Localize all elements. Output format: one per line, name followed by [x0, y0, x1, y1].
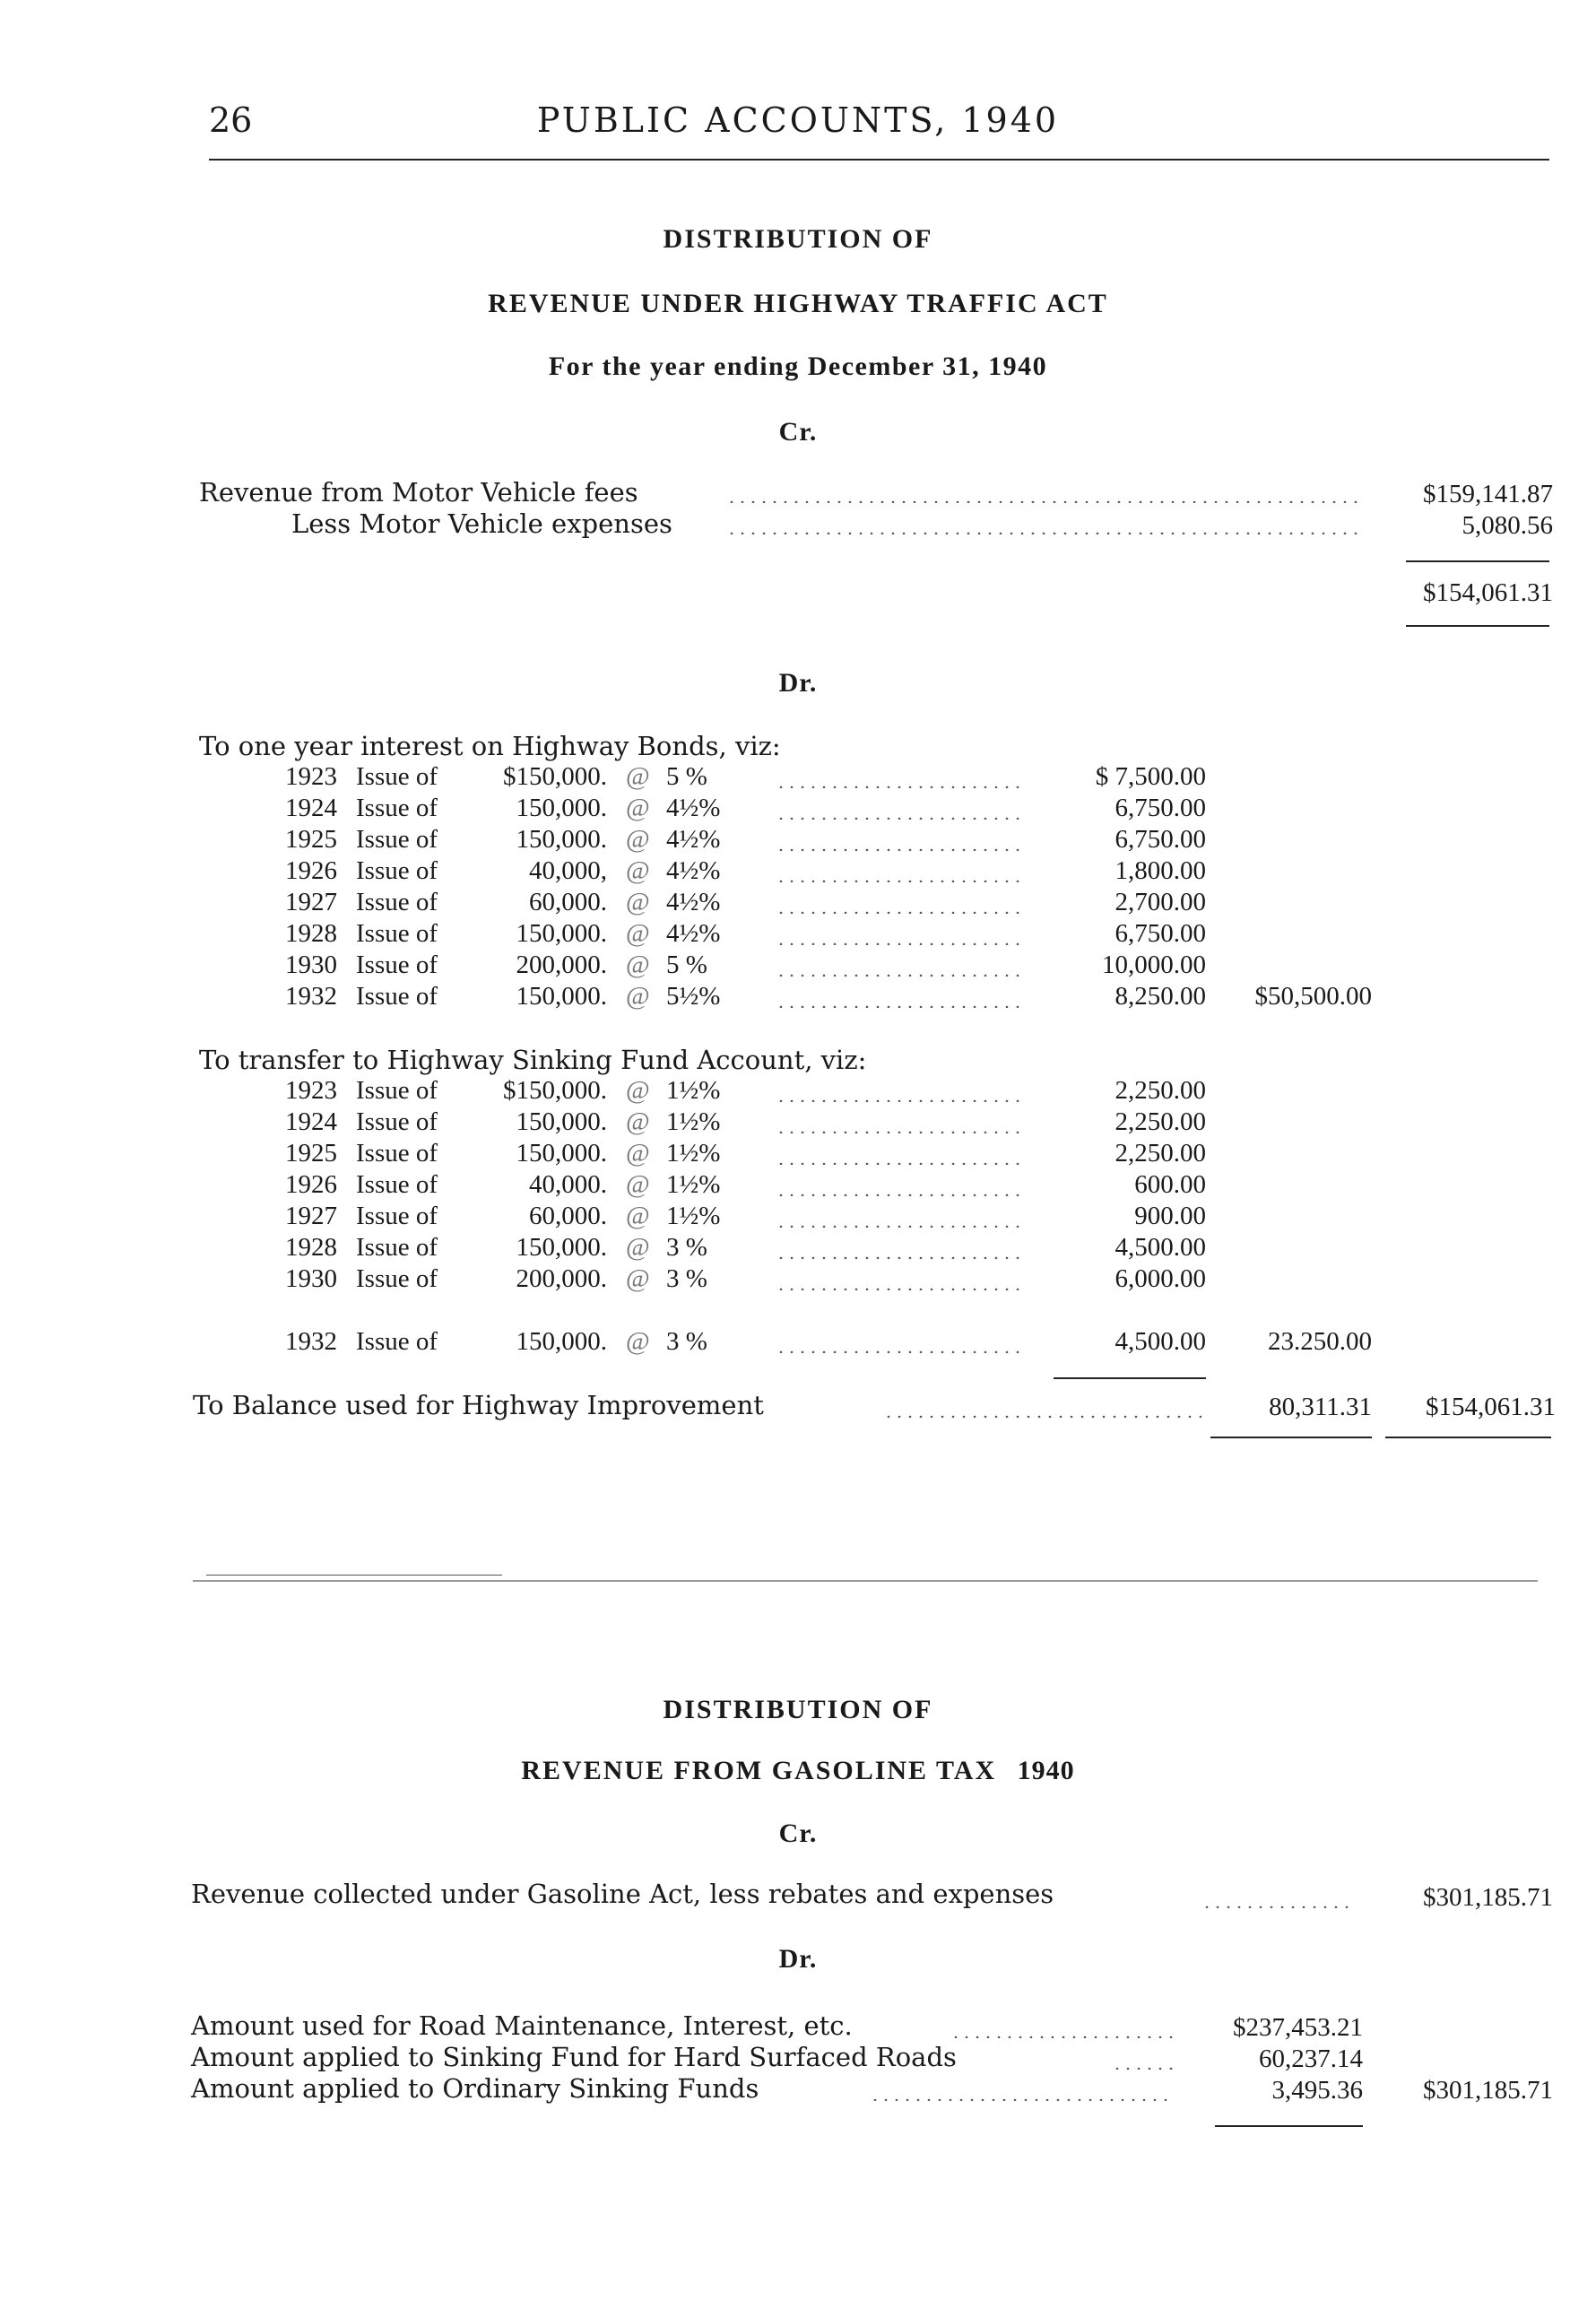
- row-year: 1924: [285, 1107, 337, 1136]
- row-rate: 1½%: [666, 1139, 721, 1168]
- row-rate: 4½%: [666, 888, 721, 916]
- gasoline-cr-amount: $301,185.71: [1423, 1883, 1553, 1912]
- gasoline-dr-line-hard-surfaced: Amount applied to Sinking Fund for Hard Surfaced Roads: [191, 2042, 957, 2072]
- gasoline-dr-amount-hard-surfaced: 60,237.14: [1259, 2045, 1363, 2073]
- row-rate: 3 %: [666, 1327, 707, 1356]
- subtotal-rule: [1054, 1377, 1206, 1379]
- balance-label: To Balance used for Highway Improvement: [193, 1390, 764, 1420]
- row-amount: 6,000.00: [1115, 1264, 1206, 1293]
- row-year: 1928: [285, 1233, 337, 1262]
- row-rate: 1½%: [666, 1107, 721, 1136]
- row-rate: 3 %: [666, 1264, 707, 1293]
- sinking-heading: To transfer to Highway Sinking Fund Account, viz:: [199, 1045, 867, 1075]
- row-issue: Issue of: [356, 1202, 438, 1230]
- row-principal: 150,000.: [516, 1139, 607, 1168]
- row-issue: Issue of: [356, 888, 438, 916]
- row-principal: 200,000.: [516, 1264, 607, 1293]
- row-issue: Issue of: [356, 1107, 438, 1136]
- row-amount: 2,250.00: [1115, 1076, 1206, 1105]
- row-rate: 3 %: [666, 1233, 707, 1262]
- row-at: @: [626, 888, 650, 916]
- row-at: @: [626, 1233, 650, 1262]
- leader-dots: [776, 1288, 1027, 1290]
- total-rule: [1210, 1437, 1372, 1438]
- highway-cr-amount-fees: $159,141.87: [1423, 480, 1553, 508]
- highway-cr-total: $154,061.31: [1423, 578, 1553, 607]
- interest-total: $50,500.00: [1254, 982, 1372, 1011]
- row-rate: 5 %: [666, 951, 707, 979]
- row-at: @: [626, 1327, 650, 1356]
- gasoline-total: $301,185.71: [1423, 2076, 1553, 2105]
- row-principal: 150,000.: [516, 794, 607, 822]
- row-amount: 900.00: [1134, 1202, 1206, 1230]
- leader-dots: [776, 1099, 1027, 1102]
- row-amount: $ 7,500.00: [1095, 762, 1206, 791]
- row-year: 1927: [285, 888, 337, 916]
- row-rate: 1½%: [666, 1202, 721, 1230]
- row-principal: 200,000.: [516, 951, 607, 979]
- row-year: 1925: [285, 1139, 337, 1168]
- gasoline-dr-line-maintenance: Amount used for Road Maintenance, Interest, etc.: [191, 2010, 853, 2041]
- highway-heading-revenue: REVENUE UNDER HIGHWAY TRAFFIC ACT: [488, 289, 1108, 318]
- row-at: @: [626, 825, 650, 854]
- leader-dots: [776, 1225, 1027, 1228]
- leader-dots: [776, 848, 1027, 851]
- row-principal: 60,000.: [529, 888, 607, 916]
- row-at: @: [626, 1076, 650, 1105]
- leader-dots: [726, 532, 1363, 534]
- row-amount: 600.00: [1134, 1170, 1206, 1199]
- row-issue: Issue of: [356, 919, 438, 948]
- row-amount: 10,000.00: [1102, 951, 1206, 979]
- leader-dots: [776, 942, 1027, 945]
- row-principal: 150,000.: [516, 1327, 607, 1356]
- row-amount: 8,250.00: [1115, 982, 1206, 1011]
- highway-heading-period: For the year ending December 31, 1940: [548, 352, 1048, 381]
- row-at: @: [626, 919, 650, 948]
- gasoline-cr-label: Cr.: [778, 1819, 818, 1848]
- sinking-total: 23.250.00: [1268, 1327, 1372, 1356]
- leader-dots: [870, 2098, 1175, 2101]
- row-rate: 1½%: [666, 1076, 721, 1105]
- balance-amount: 80,311.31: [1269, 1393, 1372, 1421]
- row-issue: Issue of: [356, 825, 438, 854]
- page-number: 26: [209, 100, 253, 140]
- row-at: @: [626, 1264, 650, 1293]
- row-principal: 40,000.: [529, 1170, 607, 1199]
- row-at: @: [626, 762, 650, 791]
- leader-dots: [1112, 2067, 1175, 2070]
- section-divider: [193, 1580, 1538, 1582]
- row-rate: 4½%: [666, 856, 721, 885]
- row-amount: 1,800.00: [1115, 856, 1206, 885]
- row-principal: $150,000.: [503, 762, 607, 791]
- gasoline-dr-line-ordinary: Amount applied to Ordinary Sinking Funds: [191, 2073, 759, 2104]
- leader-dots: [950, 2036, 1175, 2038]
- row-at: @: [626, 1202, 650, 1230]
- row-principal: 150,000.: [516, 1233, 607, 1262]
- leader-dots: [776, 880, 1027, 882]
- row-rate: 1½%: [666, 1170, 721, 1199]
- row-rate: 5½%: [666, 982, 721, 1011]
- row-amount: 6,750.00: [1115, 825, 1206, 854]
- row-year: 1926: [285, 1170, 337, 1199]
- row-amount: 2,700.00: [1115, 888, 1206, 916]
- row-at: @: [626, 1107, 650, 1136]
- row-year: 1932: [285, 1327, 337, 1356]
- highway-cr-line-fees: Revenue from Motor Vehicle fees: [199, 477, 638, 508]
- gasoline-dr-label: Dr.: [778, 1944, 818, 1974]
- gasoline-cr-line: Revenue collected under Gasoline Act, less rebates and expenses: [191, 1879, 1054, 1909]
- leader-dots: [726, 500, 1363, 503]
- gasoline-heading-revenue: [0, 1756, 1596, 1786]
- row-issue: Issue of: [356, 951, 438, 979]
- page-title: PUBLIC ACCOUNTS, 1940: [536, 100, 1060, 140]
- row-issue: Issue of: [356, 1233, 438, 1262]
- leader-dots: [776, 1350, 1027, 1353]
- leader-dots: [776, 817, 1027, 820]
- row-at: @: [626, 856, 650, 885]
- row-year: 1928: [285, 919, 337, 948]
- row-year: 1927: [285, 1202, 337, 1230]
- row-rate: 5 %: [666, 762, 707, 791]
- leader-dots: [776, 1162, 1027, 1165]
- highway-heading-distribution: DISTRIBUTION OF: [663, 224, 933, 254]
- row-year: 1923: [285, 762, 337, 791]
- total-rule: [1406, 625, 1549, 627]
- header-rule: [209, 159, 1549, 161]
- row-year: 1930: [285, 951, 337, 979]
- row-principal: 60,000.: [529, 1202, 607, 1230]
- highway-cr-amount-expenses: 5,080.56: [1462, 511, 1553, 540]
- leader-dots: [776, 786, 1027, 788]
- gasoline-heading-title: REVENUE FROM GASOLINE TAX: [521, 1756, 997, 1785]
- row-at: @: [626, 982, 650, 1011]
- row-year: 1924: [285, 794, 337, 822]
- row-at: @: [626, 794, 650, 822]
- row-at: @: [626, 1170, 650, 1199]
- row-principal: 150,000.: [516, 919, 607, 948]
- row-at: @: [626, 1139, 650, 1168]
- highway-grand-total: $154,061.31: [1426, 1393, 1556, 1421]
- row-year: 1925: [285, 825, 337, 854]
- highway-cr-line-expenses: Less Motor Vehicle expenses: [291, 508, 672, 539]
- total-rule: [1385, 1437, 1551, 1438]
- row-rate: 4½%: [666, 825, 721, 854]
- row-issue: Issue of: [356, 1076, 438, 1105]
- leader-dots: [776, 1194, 1027, 1196]
- row-issue: Issue of: [356, 762, 438, 791]
- row-year: 1923: [285, 1076, 337, 1105]
- row-amount: 4,500.00: [1115, 1233, 1206, 1262]
- row-year: 1932: [285, 982, 337, 1011]
- row-year: 1930: [285, 1264, 337, 1293]
- row-issue: Issue of: [356, 1327, 438, 1356]
- row-rate: 4½%: [666, 919, 721, 948]
- row-amount: 6,750.00: [1115, 794, 1206, 822]
- highway-dr-label: Dr.: [778, 668, 818, 698]
- row-principal: 150,000.: [516, 1107, 607, 1136]
- row-principal: 150,000.: [516, 825, 607, 854]
- section-divider: [206, 1575, 502, 1576]
- row-issue: Issue of: [356, 1264, 438, 1293]
- row-amount: 2,250.00: [1115, 1139, 1206, 1168]
- gasoline-heading-distribution: DISTRIBUTION OF: [663, 1695, 933, 1724]
- row-issue: Issue of: [356, 1170, 438, 1199]
- gasoline-dr-amount-maintenance: $237,453.21: [1233, 2013, 1363, 2042]
- row-amount: 6,750.00: [1115, 919, 1206, 948]
- row-principal: 40,000,: [529, 856, 607, 885]
- subtotal-rule: [1406, 560, 1549, 562]
- leader-dots: [776, 974, 1027, 977]
- leader-dots: [776, 911, 1027, 914]
- row-rate: 4½%: [666, 794, 721, 822]
- gasoline-dr-amount-ordinary: 3,495.36: [1271, 2076, 1363, 2105]
- row-principal: $150,000.: [503, 1076, 607, 1105]
- row-year: 1926: [285, 856, 337, 885]
- leader-dots: [1201, 1906, 1354, 1908]
- row-principal: 150,000.: [516, 982, 607, 1011]
- row-issue: Issue of: [356, 794, 438, 822]
- leader-dots: [776, 1005, 1027, 1008]
- row-issue: Issue of: [356, 1139, 438, 1168]
- interest-heading: To one year interest on Highway Bonds, viz:: [199, 731, 781, 761]
- row-at: @: [626, 951, 650, 979]
- leader-dots: [776, 1131, 1027, 1133]
- leader-dots: [776, 1256, 1027, 1259]
- row-issue: Issue of: [356, 982, 438, 1011]
- total-rule: [1215, 2125, 1363, 2127]
- leader-dots: [883, 1415, 1201, 1418]
- highway-cr-label: Cr.: [778, 417, 818, 447]
- gasoline-heading-year: 1940: [1017, 1756, 1075, 1785]
- row-amount: 2,250.00: [1115, 1107, 1206, 1136]
- row-amount: 4,500.00: [1115, 1327, 1206, 1356]
- row-issue: Issue of: [356, 856, 438, 885]
